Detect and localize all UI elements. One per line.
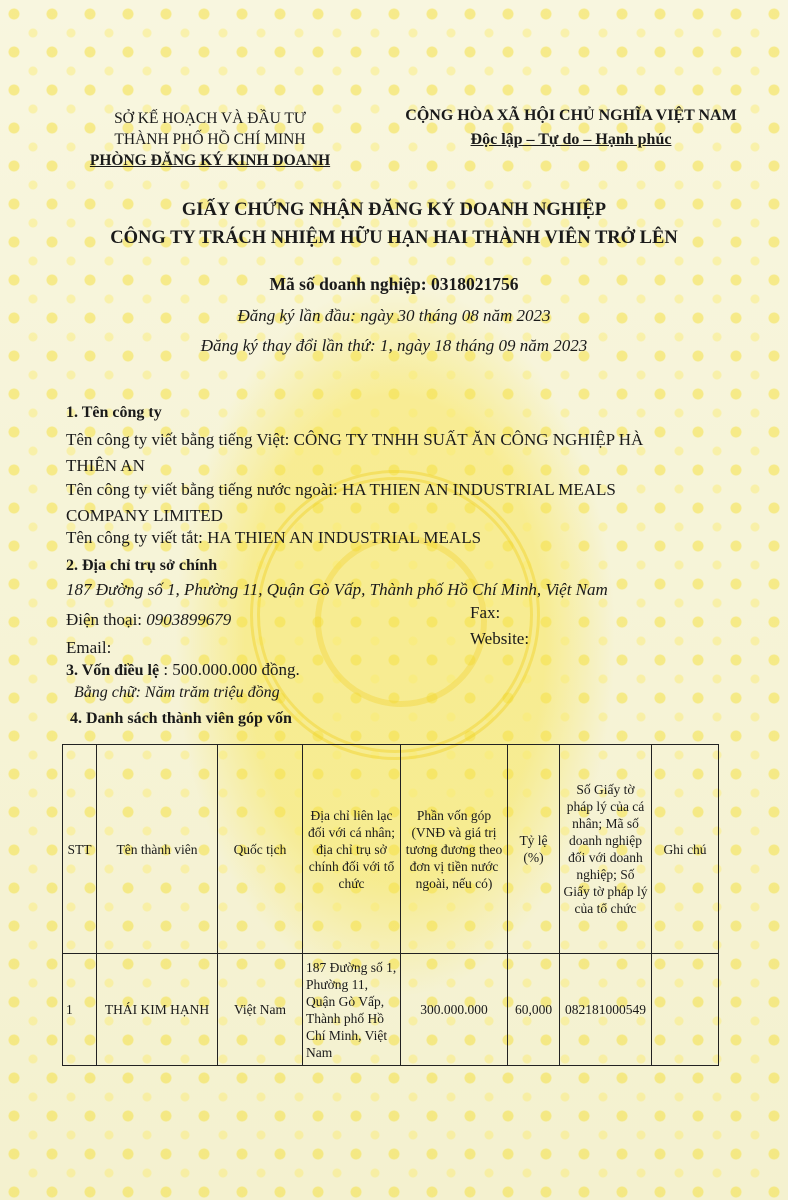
cell-legal-doc: 082181000549: [560, 954, 652, 1066]
col-header-nationality: Quốc tịch: [218, 745, 303, 954]
cell-nationality: Việt Nam: [218, 954, 303, 1066]
cell-member-name: THÁI KIM HẠNH: [97, 954, 218, 1066]
first-registration: Đăng ký lần đầu: ngày 30 tháng 08 năm 2023: [237, 306, 551, 325]
company-name-foreign-cont: COMPANY LIMITED: [66, 506, 223, 525]
section-3-heading: 3. Vốn điều lệ: [66, 662, 160, 679]
phone-label: Điện thoại:: [66, 610, 143, 629]
issuing-authority: [70, 108, 350, 171]
cell-capital: 300.000.000: [401, 954, 508, 1066]
cell-address: 187 Đường số 1, Phường 11, Quận Gò Vấp, Thành phố Hồ Chí Minh, Việt Nam: [303, 954, 401, 1066]
motto: Độc lập – Tự do – Hạnh phúc: [470, 131, 672, 148]
col-header-ratio: Tỷ lệ (%): [508, 745, 560, 954]
col-header-address: Địa chỉ liên lạc đối với cá nhân; địa chỉ trụ sở chính đối với tổ chức: [303, 745, 401, 954]
section-2-heading: 2. Địa chỉ trụ sở chính: [66, 557, 218, 574]
charter-capital-words: Bằng chữ: Năm trăm triệu đồng: [74, 684, 280, 701]
authority-line-3: PHÒNG ĐĂNG KÝ KINH DOANH: [89, 152, 331, 169]
col-header-member-name: Tên thành viên: [97, 745, 218, 954]
document-title: GIẤY CHỨNG NHẬN ĐĂNG KÝ DOANH NGHIỆP: [181, 200, 607, 220]
col-header-stt: STT: [63, 745, 97, 954]
nation-name: CỘNG HÒA XÃ HỘI CHỦ NGHĨA VIỆT NAM: [405, 107, 737, 124]
head-office-address: 187 Đường số 1, Phường 11, Quận Gò Vấp, Thành phố Hồ Chí Minh, Việt Nam: [66, 580, 608, 599]
cell-ratio: 60,000: [508, 954, 560, 1066]
authority-line-2: THÀNH PHỐ HỒ CHÍ MINH: [114, 131, 306, 148]
company-name-vn-cont: THIÊN AN: [66, 456, 145, 475]
phone-row: [66, 610, 231, 630]
cell-note: [652, 954, 719, 1066]
company-name-vn: Tên công ty viết bằng tiếng Việt: CÔNG TY TNHH SUẤT ĂN CÔNG NGHIỆP HÀ: [66, 430, 644, 449]
company-name-foreign: Tên công ty viết bằng tiếng nước ngoài: HA THIEN AN INDUSTRIAL MEALS: [66, 480, 616, 499]
table-header-row: [63, 745, 719, 954]
website-label: Website:: [470, 629, 530, 648]
col-header-note: Ghi chú: [652, 745, 719, 954]
fax-label: Fax:: [470, 603, 501, 622]
authority-line-1: SỞ KẾ HOẠCH VÀ ĐẦU TƯ: [114, 110, 306, 127]
section-1-heading: 1. Tên công ty: [66, 404, 162, 421]
phone-value: 0903899679: [146, 610, 232, 629]
national-motto: [386, 104, 756, 152]
email-label: Email:: [66, 638, 112, 657]
business-code: Mã số doanh nghiệp: 0318021756: [269, 274, 519, 294]
section-4-heading: 4. Danh sách thành viên góp vốn: [70, 710, 292, 727]
company-name-short: Tên công ty viết tắt: HA THIEN AN INDUSTRIAL MEALS: [66, 528, 482, 547]
cell-stt: 1: [63, 954, 97, 1066]
members-table: [62, 744, 719, 1066]
charter-capital-value: : 500.000.000 đồng.: [163, 660, 300, 679]
company-type: CÔNG TY TRÁCH NHIỆM HỮU HẠN HAI THÀNH VIÊN TRỞ LÊN: [110, 228, 678, 248]
col-header-legal-doc: Số Giấy tờ pháp lý của cá nhân; Mã số doanh nghiệp đối với doanh nghiệp; Số Giấy tờ pháp lý của tổ chức: [560, 745, 652, 954]
charter-capital-row: [66, 660, 300, 680]
table-row: [63, 954, 719, 1066]
col-header-capital: Phần vốn góp (VNĐ và giá trị tương đương theo đơn vị tiền nước ngoài, nếu có): [401, 745, 508, 954]
change-registration: Đăng ký thay đổi lần thứ: 1, ngày 18 tháng 09 năm 2023: [200, 336, 588, 355]
